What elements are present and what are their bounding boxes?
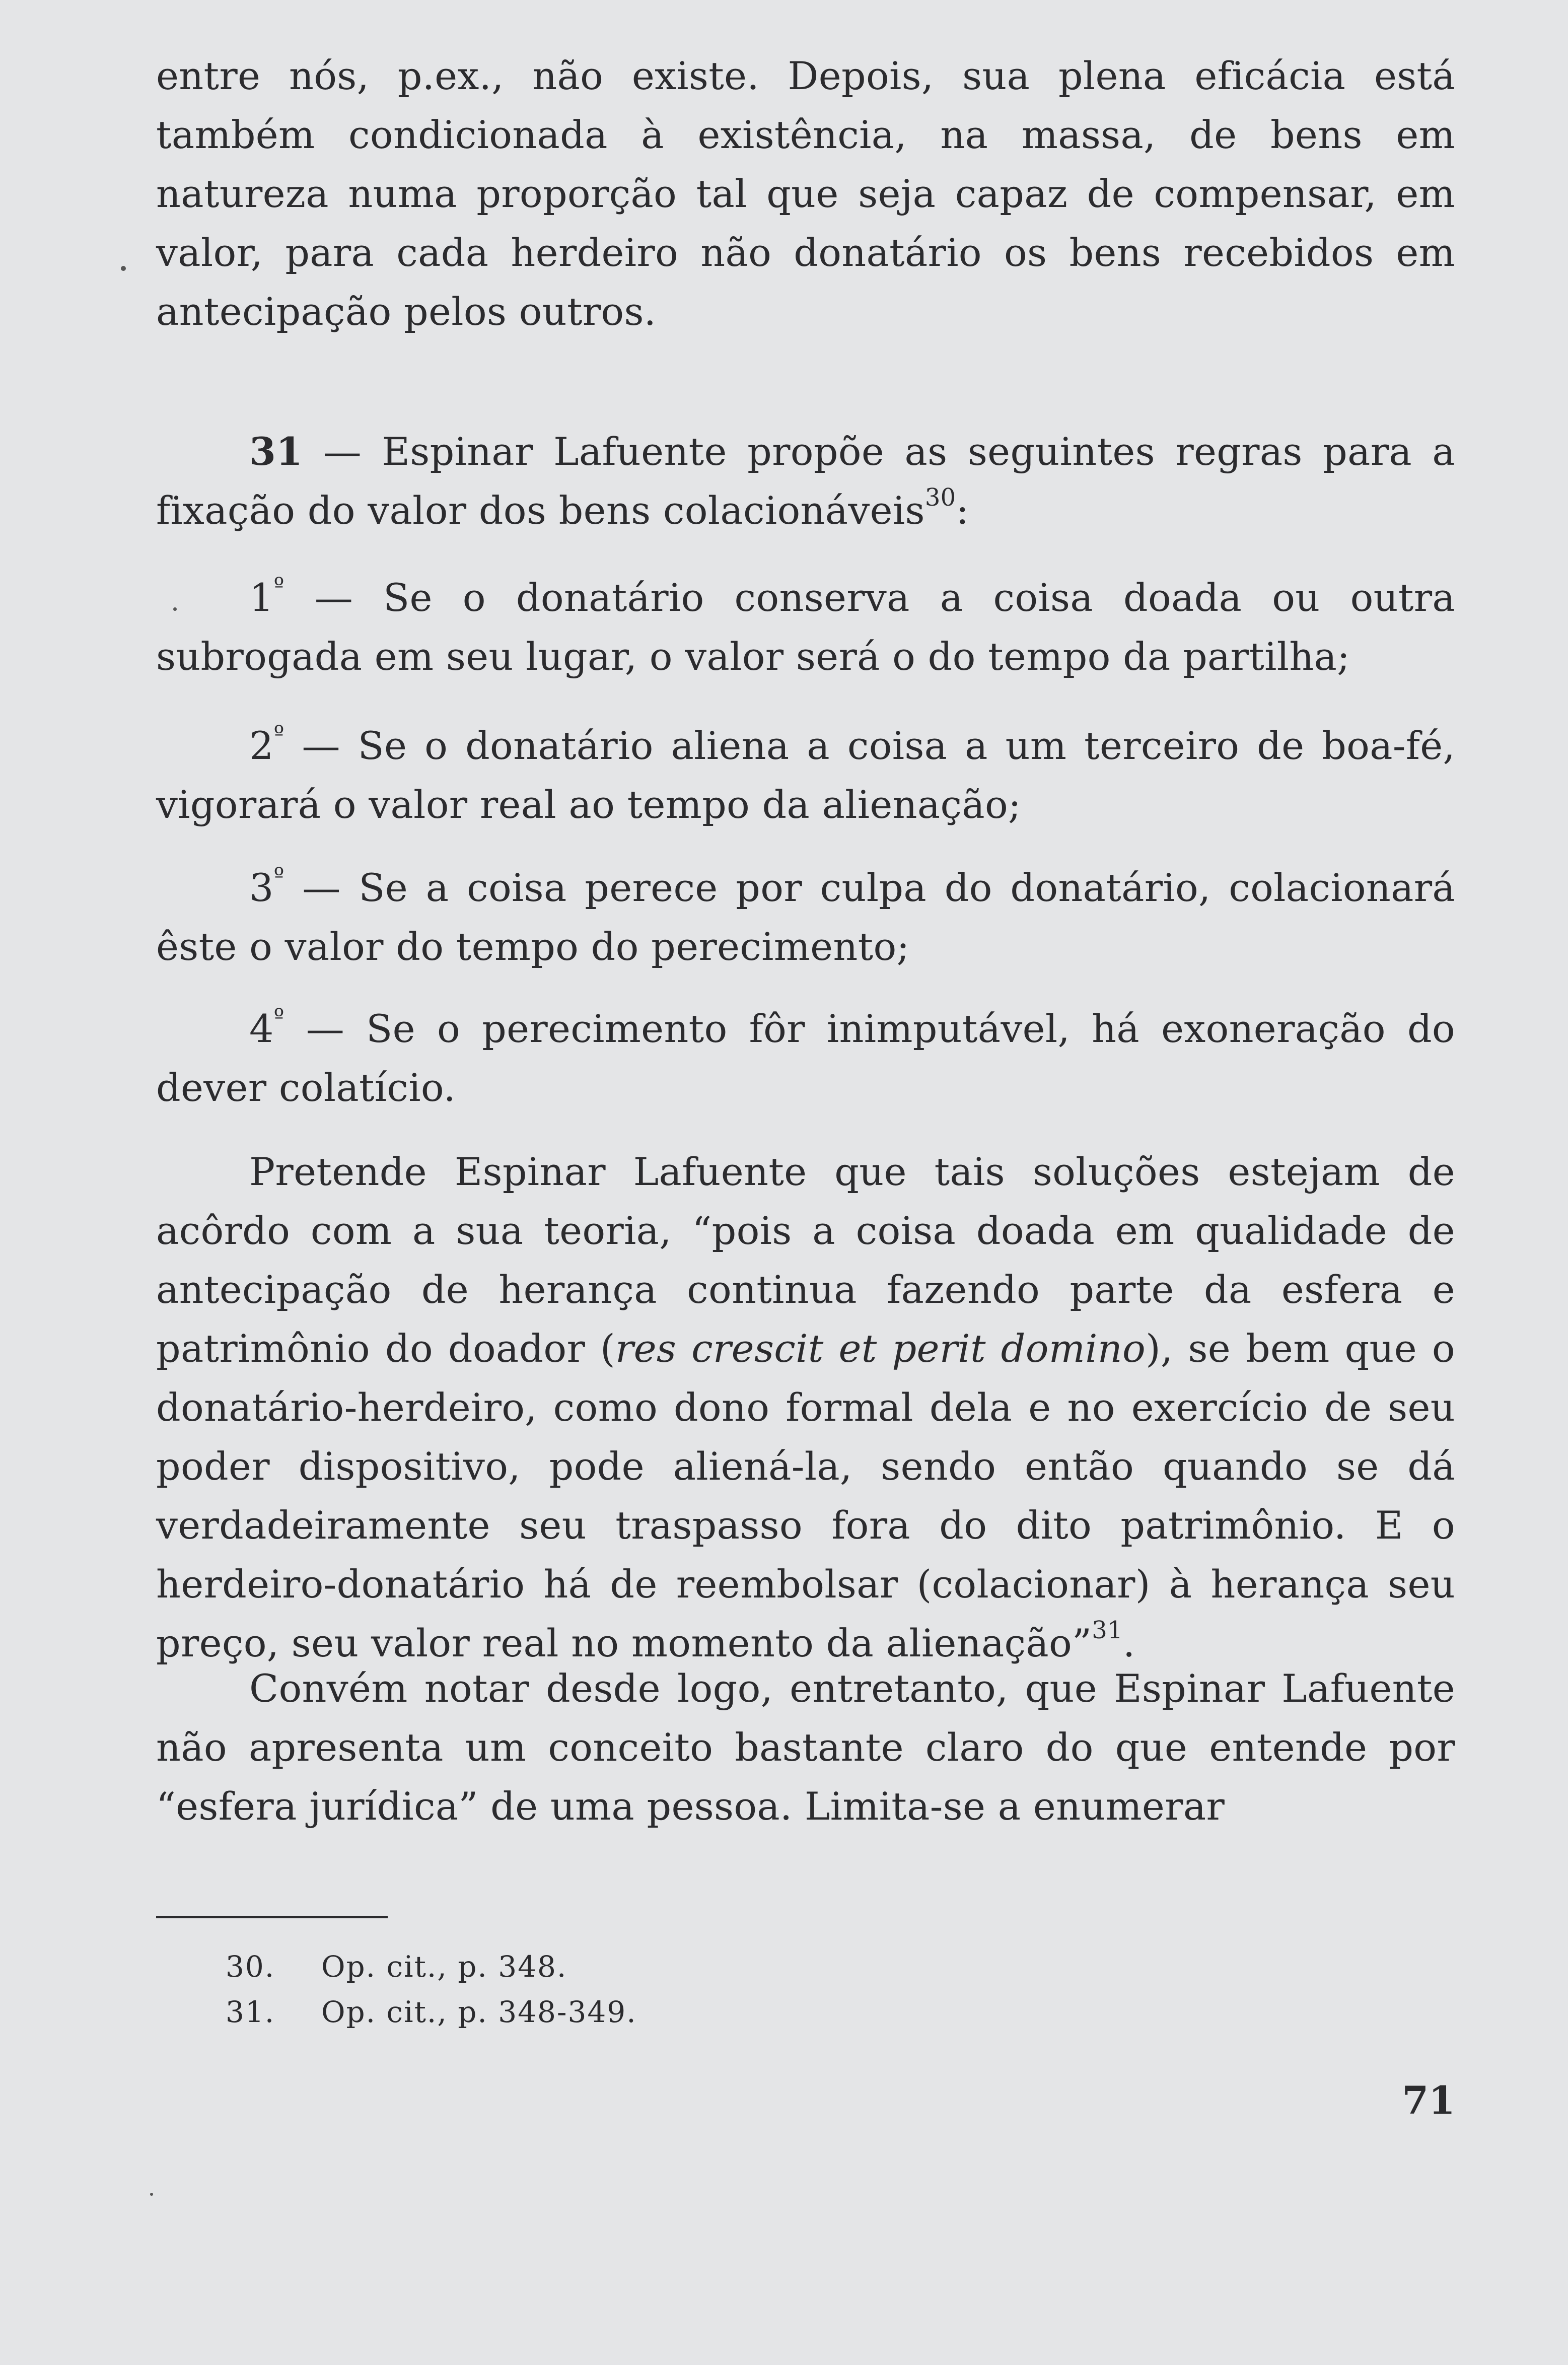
rule-2-number: 2 — [249, 723, 274, 768]
pretende-text-1: Pretende Espinar Lafuente que tais soluções estejam de acôrdo com a sua teoria, “pois a coisa doada em qualidade de antecipação de herança continua fazendo parte da esfera e patrimônio do doador ( — [156, 1149, 1455, 1371]
rule-2-ordinal: º — [273, 721, 284, 747]
footnote-30 — [226, 1944, 637, 1989]
rule-4-paragraph — [156, 999, 1455, 1117]
footnote-ref-31: 31 — [1092, 1616, 1123, 1644]
pretende-tail: . — [1122, 1621, 1135, 1665]
print-speck — [173, 607, 177, 611]
footnote-divider — [156, 1916, 388, 1918]
footnote-ref-30: 30 — [924, 483, 956, 512]
paragraph-pretende-block — [156, 1142, 1455, 1673]
print-speck — [150, 2193, 153, 2196]
latin-maxim: res crescit et perit domino — [615, 1326, 1146, 1371]
paragraph-convem: Convém notar desde logo, entretanto, que Espinar Lafuente não apresenta um conceito bastante claro do que entende por “esfera jurídica” de uma pessoa. Limita-se a enumerar — [156, 1666, 1455, 1829]
section-number: 31 — [249, 429, 303, 474]
section-tail: : — [956, 488, 969, 533]
rule-3-ordinal: º — [273, 863, 284, 889]
rule-1-paragraph — [156, 568, 1455, 686]
rule-3-text: — Se a coisa perece por culpa do donatário, colacionará êste o valor do tempo do perecimento; — [156, 865, 1455, 969]
paragraph-convem-block — [156, 1659, 1455, 1836]
footnotes — [226, 1944, 637, 2035]
rule-1-ordinal: º — [273, 573, 284, 599]
rule-2 — [156, 716, 1455, 834]
pretende-text-2: ), se bem que o donatário-herdeiro, como dono formal dela e no exercício de seu poder dispositivo, pode aliená-la, sendo então quando se dá verdadeiramente seu traspasso fora do dito patrimônio. E o herdeiro-donatário há de reembolsar (colacionar) à herança seu preço, seu valor real no momento da alienação” — [156, 1326, 1455, 1665]
footnote-30-text: Op. cit., p. 348. — [321, 1950, 567, 1984]
rule-1-number: 1 — [249, 575, 274, 620]
rule-1 — [156, 568, 1455, 686]
rule-2-text: — Se o donatário aliena a coisa a um terceiro de boa-fé, vigorará o valor real ao tempo da alienação; — [156, 723, 1455, 827]
paragraph-pretende — [156, 1142, 1455, 1673]
rule-4-text: — Se o perecimento fôr inimputável, há exoneração do dever colatício. — [156, 1006, 1455, 1110]
rule-3-number: 3 — [249, 865, 274, 910]
rule-4-ordinal: º — [273, 1004, 284, 1030]
rule-3-paragraph — [156, 858, 1455, 976]
body-text — [156, 46, 1455, 341]
footnote-30-number: 30. — [226, 1950, 275, 1984]
paragraph-intro: entre nós, p.ex., não existe. Depois, sua plena eficácia está também condicionada à existência, na massa, de bens em natureza numa proporção tal que seja capaz de compensar, em valor, para cada herdeiro não donatário os bens recebidos em antecipação pelos outros. — [156, 53, 1455, 334]
print-speck — [121, 266, 126, 271]
rule-4 — [156, 999, 1455, 1117]
footnote-31-text: Op. cit., p. 348-349. — [321, 1995, 637, 2029]
section-31-paragraph — [156, 422, 1455, 540]
rule-4-number: 4 — [249, 1006, 274, 1051]
page-number: 71 — [1402, 2078, 1455, 2123]
section-text: — Espinar Lafuente propõe as seguintes regras para a fixação do valor dos bens colacionáveis — [156, 429, 1455, 533]
rule-3 — [156, 858, 1455, 976]
section-31 — [156, 422, 1455, 540]
footnote-31 — [226, 1989, 637, 2035]
rule-2-paragraph — [156, 716, 1455, 834]
footnote-31-number: 31. — [226, 1995, 275, 2029]
rule-1-text: — Se o donatário conserva a coisa doada ou outra subrogada em seu lugar, o valor será o do tempo da partilha; — [156, 575, 1455, 679]
